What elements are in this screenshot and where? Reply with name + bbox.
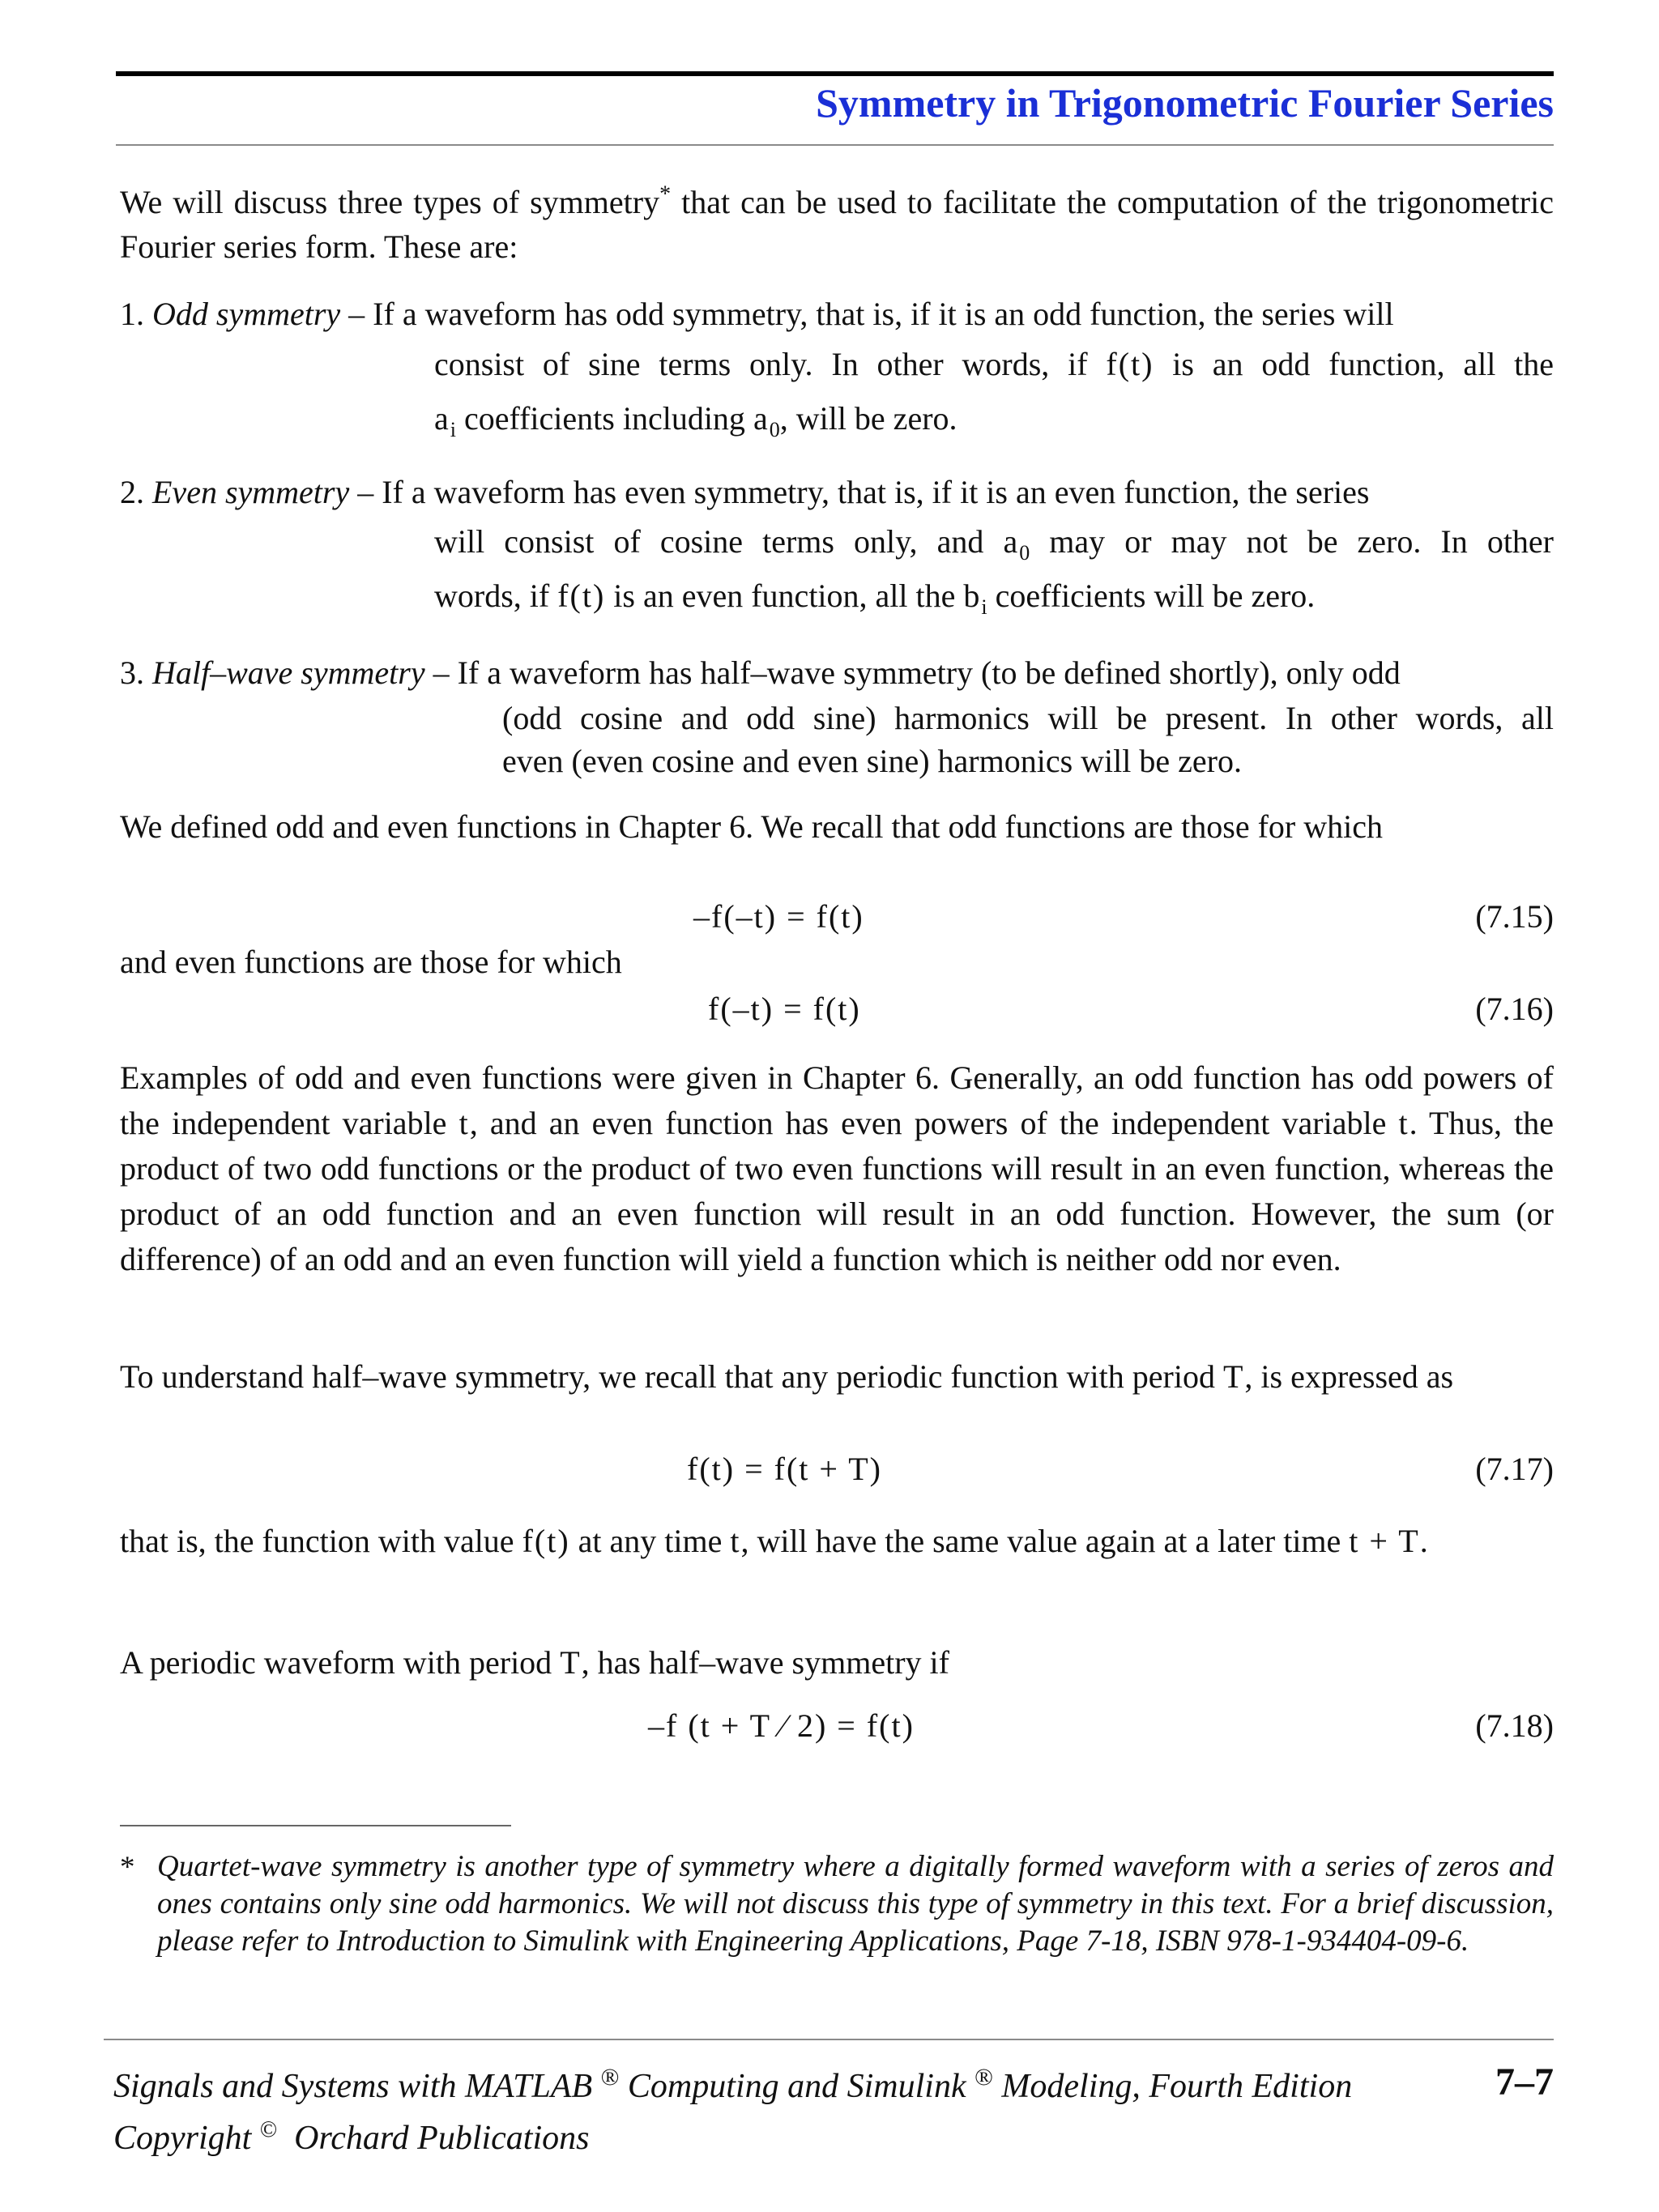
equation-number-7-15: (7.15) — [1475, 898, 1554, 935]
header-rule-thin — [116, 144, 1554, 146]
list-item-even-symmetry: 2. Even symmetry – If a waveform has even symmetry, that is, if it is an even function, the series — [120, 474, 1370, 510]
footnote-rule — [120, 1825, 511, 1826]
header-rule-thick — [116, 71, 1554, 76]
even-functions-paragraph: and even functions are those for which — [120, 944, 622, 980]
list-item-half-line3: even (even cosine and even sine) harmonics will be zero. — [502, 743, 1242, 779]
footer-copyright: Copyright © Orchard Publications — [113, 2117, 590, 2157]
equation-7-16: f(–t) = f(t) — [708, 991, 861, 1027]
list-item-even-line2: will consist of cosine terms only, and $a_0$ may or may not be zero. In other — [434, 523, 1555, 565]
half-wave-paragraph: To understand half–wave symmetry, we recall that any periodic function with period T, is expressed as — [120, 1358, 1454, 1395]
equation-7-15: –f(–t) = f(t) — [693, 898, 864, 935]
intro-paragraph: We will discuss three types of symmetry* that can be used to facilitate the computation of the trigonometric Fourier series form. These are: — [120, 181, 1554, 265]
page-title: Symmetry in Trigonometric Fourier Series — [816, 80, 1554, 126]
footnote-marker-bottom: * — [120, 1851, 135, 1884]
list-item-odd-line2: consist of sine terms only. In other words, if f(t) is an odd function, all the — [434, 346, 1554, 382]
list-item-half-line2: (odd cosine and odd sine) harmonics will be present. In other words, all — [502, 700, 1554, 736]
definition-paragraph: We defined odd and even functions in Chapter 6. We recall that odd functions are those for which — [120, 808, 1384, 845]
footer-rule — [104, 2039, 1554, 2040]
list-item-half-wave-symmetry: 3. Half–wave symmetry – If a waveform has half–wave symmetry (to be defined shortly), only odd — [120, 654, 1401, 691]
equation-number-7-18: (7.18) — [1475, 1707, 1554, 1744]
footnote-marker: * — [659, 181, 672, 207]
examples-paragraph: Examples of odd and even functions were given in Chapter 6. Generally, an odd function has odd powers of the independent variable t, and an even function has even powers of the independent variable t. Thus, the product of two odd functions or the product of two even functions will result in an even function, whereas the product of an odd function and an even function will result in an odd function. However, the sum (or difference) of an odd and an even function will yield a function which is neither odd nor even. — [120, 1059, 1555, 1277]
equation-7-18: –f (t + T ⁄ 2) = f(t) — [648, 1707, 915, 1744]
equation-number-7-17: (7.17) — [1475, 1451, 1554, 1487]
equation-number-7-16: (7.16) — [1475, 991, 1554, 1027]
list-item-even-line3: words, if f(t) is an even function, all the $b_i$ coefficients will be zero. — [434, 578, 1316, 619]
footnote-text: Quartet-wave symmetry is another type of symmetry where a digitally formed waveform with a series of zeros and ones contains only sine odd harmonics. We will not discuss this type of symmetry in this text. For a brief discussion, please refer to Introduction to Simulink with Engineering Applications, Page 7-18, ISBN 978-1-934404-09-6. — [157, 1850, 1554, 1958]
footer-book-title: Signals and Systems with MATLAB ® Computing and Simulink ® Modeling, Fourth Edition — [113, 2064, 1353, 2105]
function-value-paragraph: that is, the function with value f(t) at any time t, will have the same value again at a later time t + T. — [120, 1523, 1428, 1559]
list-item-odd-symmetry: 1. Odd symmetry – If a waveform has odd symmetry, that is, if it is an odd function, the series will — [120, 296, 1394, 332]
list-item-odd-line3: $a_i$ coefficients including $a_0$, will be zero. — [434, 400, 957, 441]
equation-7-17: f(t) = f(t + T) — [687, 1451, 882, 1487]
periodic-waveform-paragraph: A periodic waveform with period T, has half–wave symmetry if — [120, 1644, 949, 1681]
page-number: 7–7 — [1495, 2061, 1554, 2103]
